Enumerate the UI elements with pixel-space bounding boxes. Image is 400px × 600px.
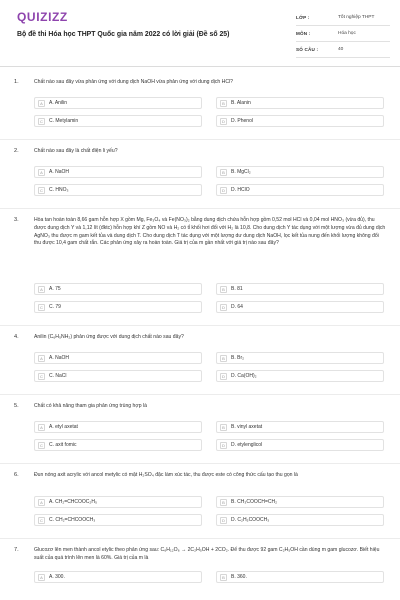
- question-text: Chất có khả năng tham gia phản ứng trùng hợp là: [34, 403, 147, 409]
- option-c[interactable]: [34, 370, 202, 382]
- option-key: D: [220, 118, 227, 125]
- option-text: D. 64: [231, 304, 243, 310]
- option-b[interactable]: [216, 496, 384, 508]
- question-text: Hòa tan hoàn toàn 8,66 gam hỗn hợp X gồm Mg, Fe₃O₄ và Fe(NO₃)₂ bằng dung dịch chứa hỗn hợp gồm 0,52 mol HCl và 0,04 mol HNO₃ (vừa đủ), thu được dung dịch Y và 1,12 lít (đktc) hỗn hợp khí Z gồm NO và H₂ có tỉ khối hơi đối với H₂ là 10,8. Cho dung dịch Y tác dụng với một lượng vừa đủ dung dịch AgNO₃ thu được m gam kết tủa và dung dịch T. Cho dung dịch T tác dụng với một lượng dư dung dịch NaOH, lọc kết tủa nung đến khối lượng không đổi thu được 10,4 gam chất rắn. Các phản ứng xảy ra hoàn toàn. Giá trị của m gần nhất với giá trị nào sau đây?: [34, 217, 386, 247]
- option-text: C. HNO₃: [49, 187, 69, 193]
- question-text: Chất nào sau đây vừa phản ứng với dung dịch NaOH vừa phản ứng với dung dịch HCl?: [34, 79, 233, 85]
- meta-value: Tốt nghiệp THPT: [338, 15, 375, 20]
- option-text: A. etyl axetat: [49, 424, 78, 430]
- option-a[interactable]: [34, 571, 202, 583]
- option-b[interactable]: [216, 421, 384, 433]
- option-text: D. Phenol: [231, 118, 253, 124]
- option-text: D. Ca(OH)₂: [231, 373, 257, 379]
- option-d[interactable]: [216, 115, 384, 127]
- quizizz-logo: QUIZIZZ: [17, 10, 68, 24]
- divider: [0, 325, 400, 326]
- option-text: D. HClO: [231, 187, 250, 193]
- option-key: B: [220, 286, 227, 293]
- divider: [0, 538, 400, 539]
- option-text: C. CH₂=CHCOOCH₃: [49, 517, 96, 523]
- question-number: 5.: [14, 403, 19, 409]
- option-text: B. 81: [231, 286, 243, 292]
- option-d[interactable]: [216, 370, 384, 382]
- meta-label: LỚP :: [296, 15, 310, 20]
- option-text: B. 360.: [231, 574, 247, 580]
- option-c[interactable]: [34, 514, 202, 526]
- option-key: D: [220, 517, 227, 524]
- meta-value: Hóa học: [338, 31, 356, 36]
- divider: [0, 463, 400, 464]
- meta-label: MÔN :: [296, 31, 311, 36]
- option-key: B: [220, 100, 227, 107]
- meta-row-subject: [296, 26, 390, 42]
- option-key: D: [220, 442, 227, 449]
- option-key: C: [38, 442, 45, 449]
- meta-table: [296, 10, 390, 58]
- option-text: B. CH₃COOCH=CH₂: [231, 499, 278, 505]
- option-a[interactable]: [34, 421, 202, 433]
- question-number: 6.: [14, 472, 19, 478]
- question-number: 1.: [14, 79, 19, 85]
- question-number: 3.: [14, 217, 19, 223]
- option-text: A. NaOH: [49, 169, 70, 175]
- option-text: C. axit fomic: [49, 442, 77, 448]
- option-a[interactable]: [34, 496, 202, 508]
- meta-row-class: [296, 10, 390, 26]
- header: [0, 0, 400, 67]
- option-key: D: [220, 304, 227, 311]
- option-d[interactable]: [216, 184, 384, 196]
- question-number: 7.: [14, 547, 19, 553]
- option-d[interactable]: [216, 439, 384, 451]
- option-text: A. 75: [49, 286, 61, 292]
- option-c[interactable]: [34, 115, 202, 127]
- divider: [0, 139, 400, 140]
- option-text: B. vinyl axetat: [231, 424, 263, 430]
- option-key: D: [220, 373, 227, 380]
- question-text: Anilin (C₆H₅NH₂) phản ứng được với dung dịch chất nào sau đây?: [34, 334, 184, 340]
- option-key: C: [38, 517, 45, 524]
- question-text: Glucozơ lên men thành ancol etylic theo phản ứng sau: C₆H₁₂O₆ → 2C₂H₅OH + 2CO₂. Để thu được 92 gam C₂H₅OH cần dùng m gam glucozơ. Biết hiệu suất của quá trình lên men là 60%. Giá trị của m là: [34, 547, 380, 561]
- option-a[interactable]: [34, 352, 202, 364]
- option-text: C. NaCl: [49, 373, 67, 379]
- meta-value: 40: [338, 47, 344, 52]
- option-b[interactable]: [216, 166, 384, 178]
- option-key: B: [220, 424, 227, 431]
- option-key: B: [220, 169, 227, 176]
- option-key: C: [38, 373, 45, 380]
- option-key: D: [220, 187, 227, 194]
- option-text: D. C₂H₅COOCH₃: [231, 517, 270, 523]
- divider: [0, 394, 400, 395]
- option-key: C: [38, 187, 45, 194]
- option-key: A: [38, 424, 45, 431]
- option-text: D. etylenglicol: [231, 442, 263, 448]
- option-key: B: [220, 355, 227, 362]
- option-b[interactable]: [216, 352, 384, 364]
- option-text: A. Anilin: [49, 100, 68, 106]
- option-text: A. NaOH: [49, 355, 70, 361]
- option-key: B: [220, 574, 227, 581]
- option-key: A: [38, 100, 45, 107]
- question-text: Đun nóng axit acrylic với ancol metylic có mặt H₂SO₄ đặc làm xúc tác, thu được este có công thức cấu tạo thu gọn là: [34, 472, 298, 478]
- option-key: C: [38, 304, 45, 311]
- option-text: B. Br₂: [231, 355, 245, 361]
- meta-row-count: [296, 42, 390, 58]
- option-key: A: [38, 355, 45, 362]
- option-key: C: [38, 118, 45, 125]
- document-title: Bộ đề thi Hóa học THPT Quốc gia năm 2022 có lời giải (Đề số 25): [17, 31, 230, 38]
- option-text: A. CH₂=CHCOOC₂H₅: [49, 499, 97, 505]
- option-a[interactable]: [34, 166, 202, 178]
- option-text: B. Alanin: [231, 100, 251, 106]
- option-text: C. Metylamin: [49, 118, 79, 124]
- option-text: A. 300.: [49, 574, 65, 580]
- option-key: B: [220, 499, 227, 506]
- option-a[interactable]: [34, 97, 202, 109]
- option-c[interactable]: [34, 439, 202, 451]
- option-c[interactable]: [34, 301, 202, 313]
- option-d[interactable]: [216, 301, 384, 313]
- meta-label: SỐ CÂU :: [296, 47, 319, 52]
- question-number: 4.: [14, 334, 19, 340]
- option-c[interactable]: [34, 184, 202, 196]
- question-number: 2.: [14, 148, 19, 154]
- option-key: A: [38, 169, 45, 176]
- option-d[interactable]: [216, 514, 384, 526]
- option-key: A: [38, 574, 45, 581]
- question-text: Chất nào sau đây là chất điện li yếu?: [34, 148, 118, 154]
- option-key: A: [38, 499, 45, 506]
- divider: [0, 208, 400, 209]
- option-text: C. 79: [49, 304, 61, 310]
- option-a[interactable]: [34, 283, 202, 295]
- option-text: B. MgCl₂: [231, 169, 251, 175]
- option-b[interactable]: [216, 283, 384, 295]
- option-b[interactable]: [216, 571, 384, 583]
- option-key: A: [38, 286, 45, 293]
- option-b[interactable]: [216, 97, 384, 109]
